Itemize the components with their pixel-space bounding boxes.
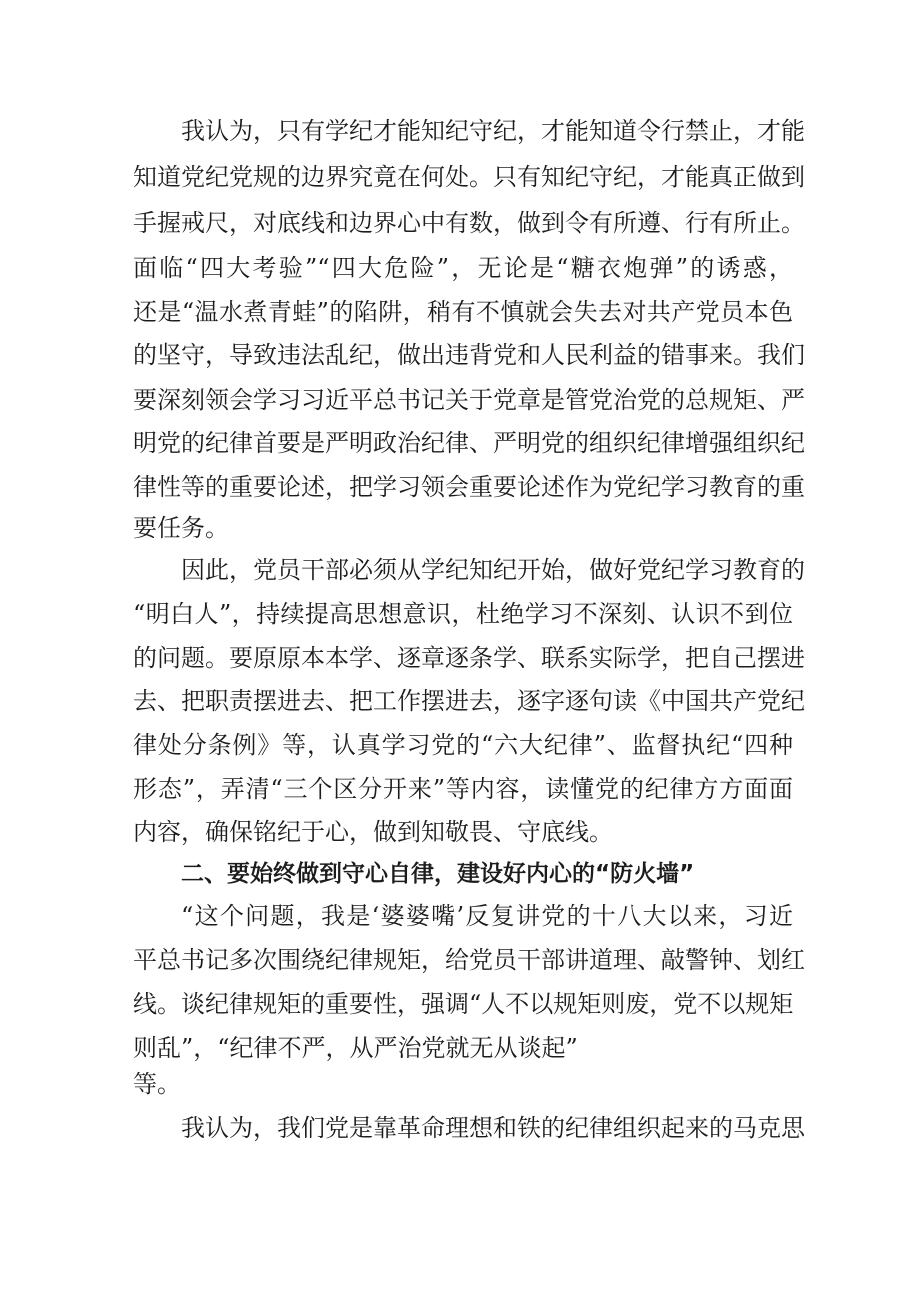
paragraph-line: 要任务。 [133, 514, 229, 542]
paragraph-line: 因此，党员干部必须从学纪知纪开始，做好党纪学习教育的 [181, 556, 805, 584]
paragraph-line: 我认为，只有学纪才能知纪守纪，才能知道令行禁止，才能 [181, 117, 805, 145]
section-heading: 二、要始终做到守心自律，建设好内心的“防火墙” [181, 861, 695, 887]
paragraph-line: “这个问题，我是‘婆婆嘴’反复讲党的十八大以来，习近 [181, 902, 793, 930]
paragraph-line: 律处分条例》等，认真学习党的“六大纪律”、监督执纪“四种 [133, 731, 793, 759]
paragraph-line: 要深刻领会学习习近平总书记关于党章是管党治党的总规矩、严 [133, 386, 805, 414]
paragraph-line: 等。 [133, 1070, 181, 1098]
paragraph-line: 我认为，我们党是靠革命理想和铁的纪律组织起来的马克思 [181, 1114, 805, 1142]
paragraph-line: 则乱”，“纪律不严，从严治党就无从谈起” [133, 1034, 578, 1062]
paragraph-line: 知道党纪党规的边界究竟在何处。只有知纪守纪，才能真正做到 [133, 163, 805, 191]
paragraph-line: 面临“四大考验”“四大危险”，无论是“糖衣炮弹”的诱惑， [133, 254, 793, 282]
paragraph-line: 平总书记多次围绕纪律规矩，给党员干部讲道理、敲警钟、划红 [133, 946, 805, 974]
paragraph-line: 的坚守，导致违法乱纪，做出违背党和人民利益的错事来。我们 [133, 341, 805, 369]
paragraph-line: 明党的纪律首要是严明政治纪律、严明党的组织纪律增强组织纪 [133, 429, 805, 457]
paragraph-line: 内容，确保铭纪于心，做到知敬畏、守底线。 [133, 818, 613, 846]
paragraph-line: “明白人”，持续提高思想意识，杜绝学习不深刻、认识不到位 [133, 600, 793, 628]
paragraph-line: 律性等的重要论述，把学习领会重要论述作为党纪学习教育的重 [133, 473, 805, 501]
paragraph-line: 形态”，弄清“三个区分开来”等内容，读懂党的纪律方方面面 [133, 775, 793, 803]
paragraph-line: 线。谈纪律规矩的重要性，强调“人不以规矩则废，党不以规矩 [133, 990, 794, 1018]
paragraph-line: 手握戒尺，对底线和边界心中有数，做到令有所遵、行有所止。 [133, 209, 805, 237]
paragraph-line: 的问题。要原原本本学、逐章逐条学、联系实际学，把自己摆进 [133, 644, 805, 672]
paragraph-line: 去、把职责摆进去、把工作摆进去，逐字逐句读《中国共产党纪 [133, 687, 805, 715]
paragraph-line: 还是“温水煮青蛙”的陷阱，稍有不慎就会失去对共产党员本色 [133, 298, 793, 326]
